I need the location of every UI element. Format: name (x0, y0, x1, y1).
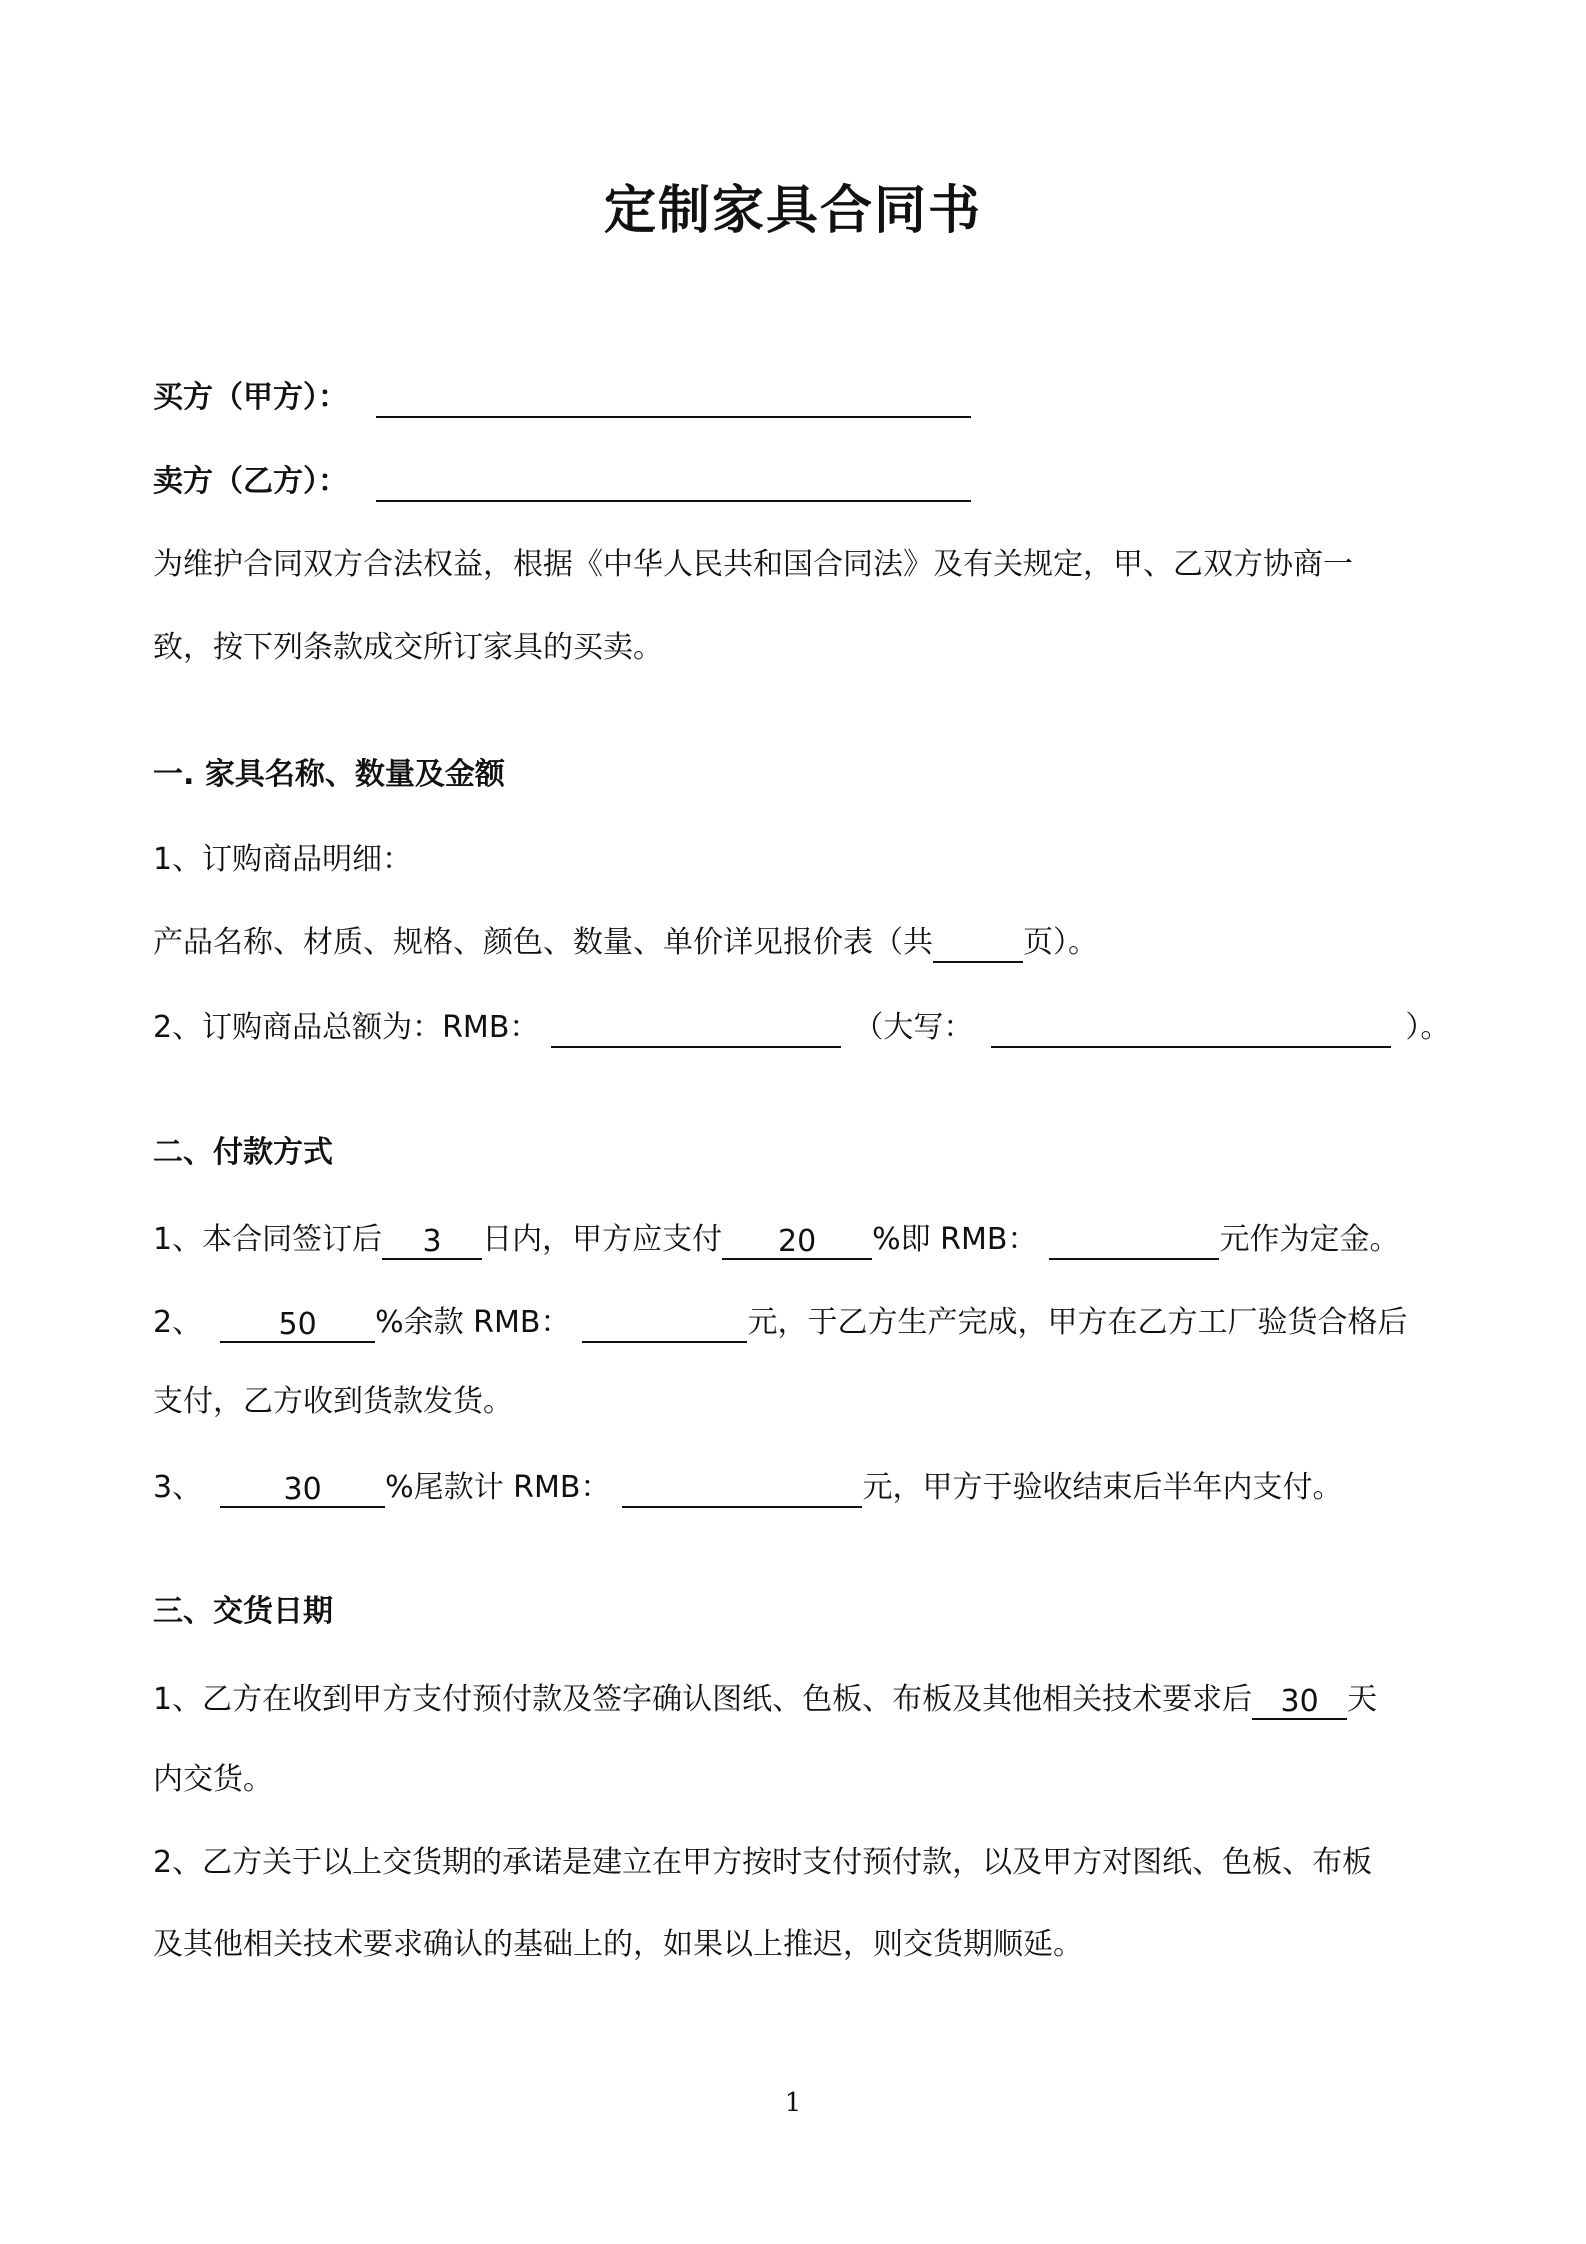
payment-3-post: 元，甲方于验收结束后半年内支付。 (862, 1470, 1343, 1505)
delivery-1-line-2: 内交货。 (153, 1762, 273, 1797)
payment-1-mid2: %即 RMB： (872, 1222, 1038, 1257)
delivery-1-post: 天 (1347, 1682, 1378, 1717)
page-number: 1 (784, 2088, 802, 2118)
buyer-line (153, 378, 971, 418)
total-amount-blank[interactable] (551, 1012, 841, 1048)
deposit-days-blank[interactable]: 3 (382, 1224, 482, 1260)
final-percent-blank[interactable]: 30 (220, 1472, 385, 1508)
payment-1-pre: 1、本合同签订后 (153, 1222, 383, 1257)
section-1-heading: 一. 家具名称、数量及金额 (153, 757, 505, 792)
total-close: ）。 (1405, 1010, 1451, 1045)
buyer-label: 买方（甲方）： (153, 380, 348, 415)
capital-amount-blank[interactable] (991, 1012, 1391, 1048)
section-3-heading: 三、交货日期 (153, 1594, 333, 1629)
intro-line-1: 为维护合同双方合法权益，根据《中华人民共和国合同法》及有关规定，甲、乙双方协商一 (153, 547, 1353, 582)
delivery-1 (153, 1680, 1377, 1720)
buyer-blank[interactable] (376, 382, 971, 418)
seller-label: 卖方（乙方）： (153, 464, 348, 499)
section-1-item-2 (153, 1008, 1450, 1048)
detail-text: 产品名称、材质、规格、颜色、数量、单价详见报价表（共 (153, 925, 933, 960)
payment-2-mid: %余款 RMB： (375, 1305, 571, 1340)
payment-2-post: 元，于乙方生产完成，甲方在乙方工厂验货合格后 (747, 1305, 1408, 1340)
payment-1 (153, 1220, 1399, 1260)
payment-2 (153, 1303, 1407, 1343)
intro-line-2: 致，按下列条款成交所订家具的买卖。 (153, 630, 663, 665)
payment-2-line-2: 支付，乙方收到货款发货。 (153, 1384, 513, 1419)
section-1-item-1: 1、订购商品明细： (153, 842, 413, 877)
detail-text-end: 页）。 (1023, 925, 1098, 960)
section-1-detail (153, 923, 1098, 963)
delivery-days-blank[interactable]: 30 (1252, 1684, 1347, 1720)
deposit-amount-blank[interactable] (1049, 1224, 1219, 1260)
delivery-1-pre: 1、乙方在收到甲方支付预付款及签字确认图纸、色板、布板及其他相关技术要求后 (153, 1682, 1253, 1717)
payment-1-mid: 日内，甲方应支付 (482, 1222, 723, 1257)
deposit-percent-blank[interactable]: 20 (722, 1224, 872, 1260)
seller-blank[interactable] (376, 466, 971, 502)
delivery-2-line-1: 2、乙方关于以上交货期的承诺是建立在甲方按时支付预付款，以及甲方对图纸、色板、布板 (153, 1845, 1373, 1880)
final-amount-blank[interactable] (622, 1472, 862, 1508)
payment-3-mid: %尾款计 RMB： (385, 1470, 611, 1505)
document-title: 定制家具合同书 (603, 181, 982, 241)
balance-amount-blank[interactable] (582, 1307, 747, 1343)
payment-3 (153, 1468, 1342, 1508)
total-label: 2、订购商品总额为：RMB： (153, 1010, 540, 1045)
page-count-blank[interactable] (933, 927, 1023, 963)
payment-2-pre: 2、 (153, 1305, 203, 1340)
capital-label: （大写： (853, 1010, 974, 1045)
section-2-heading: 二、付款方式 (153, 1135, 333, 1170)
balance-percent-blank[interactable]: 50 (220, 1307, 375, 1343)
payment-1-post: 元作为定金。 (1219, 1222, 1400, 1257)
payment-3-pre: 3、 (153, 1470, 203, 1505)
seller-line (153, 462, 971, 502)
delivery-2-line-2: 及其他相关技术要求确认的基础上的，如果以上推迟，则交货期顺延。 (153, 1927, 1083, 1962)
